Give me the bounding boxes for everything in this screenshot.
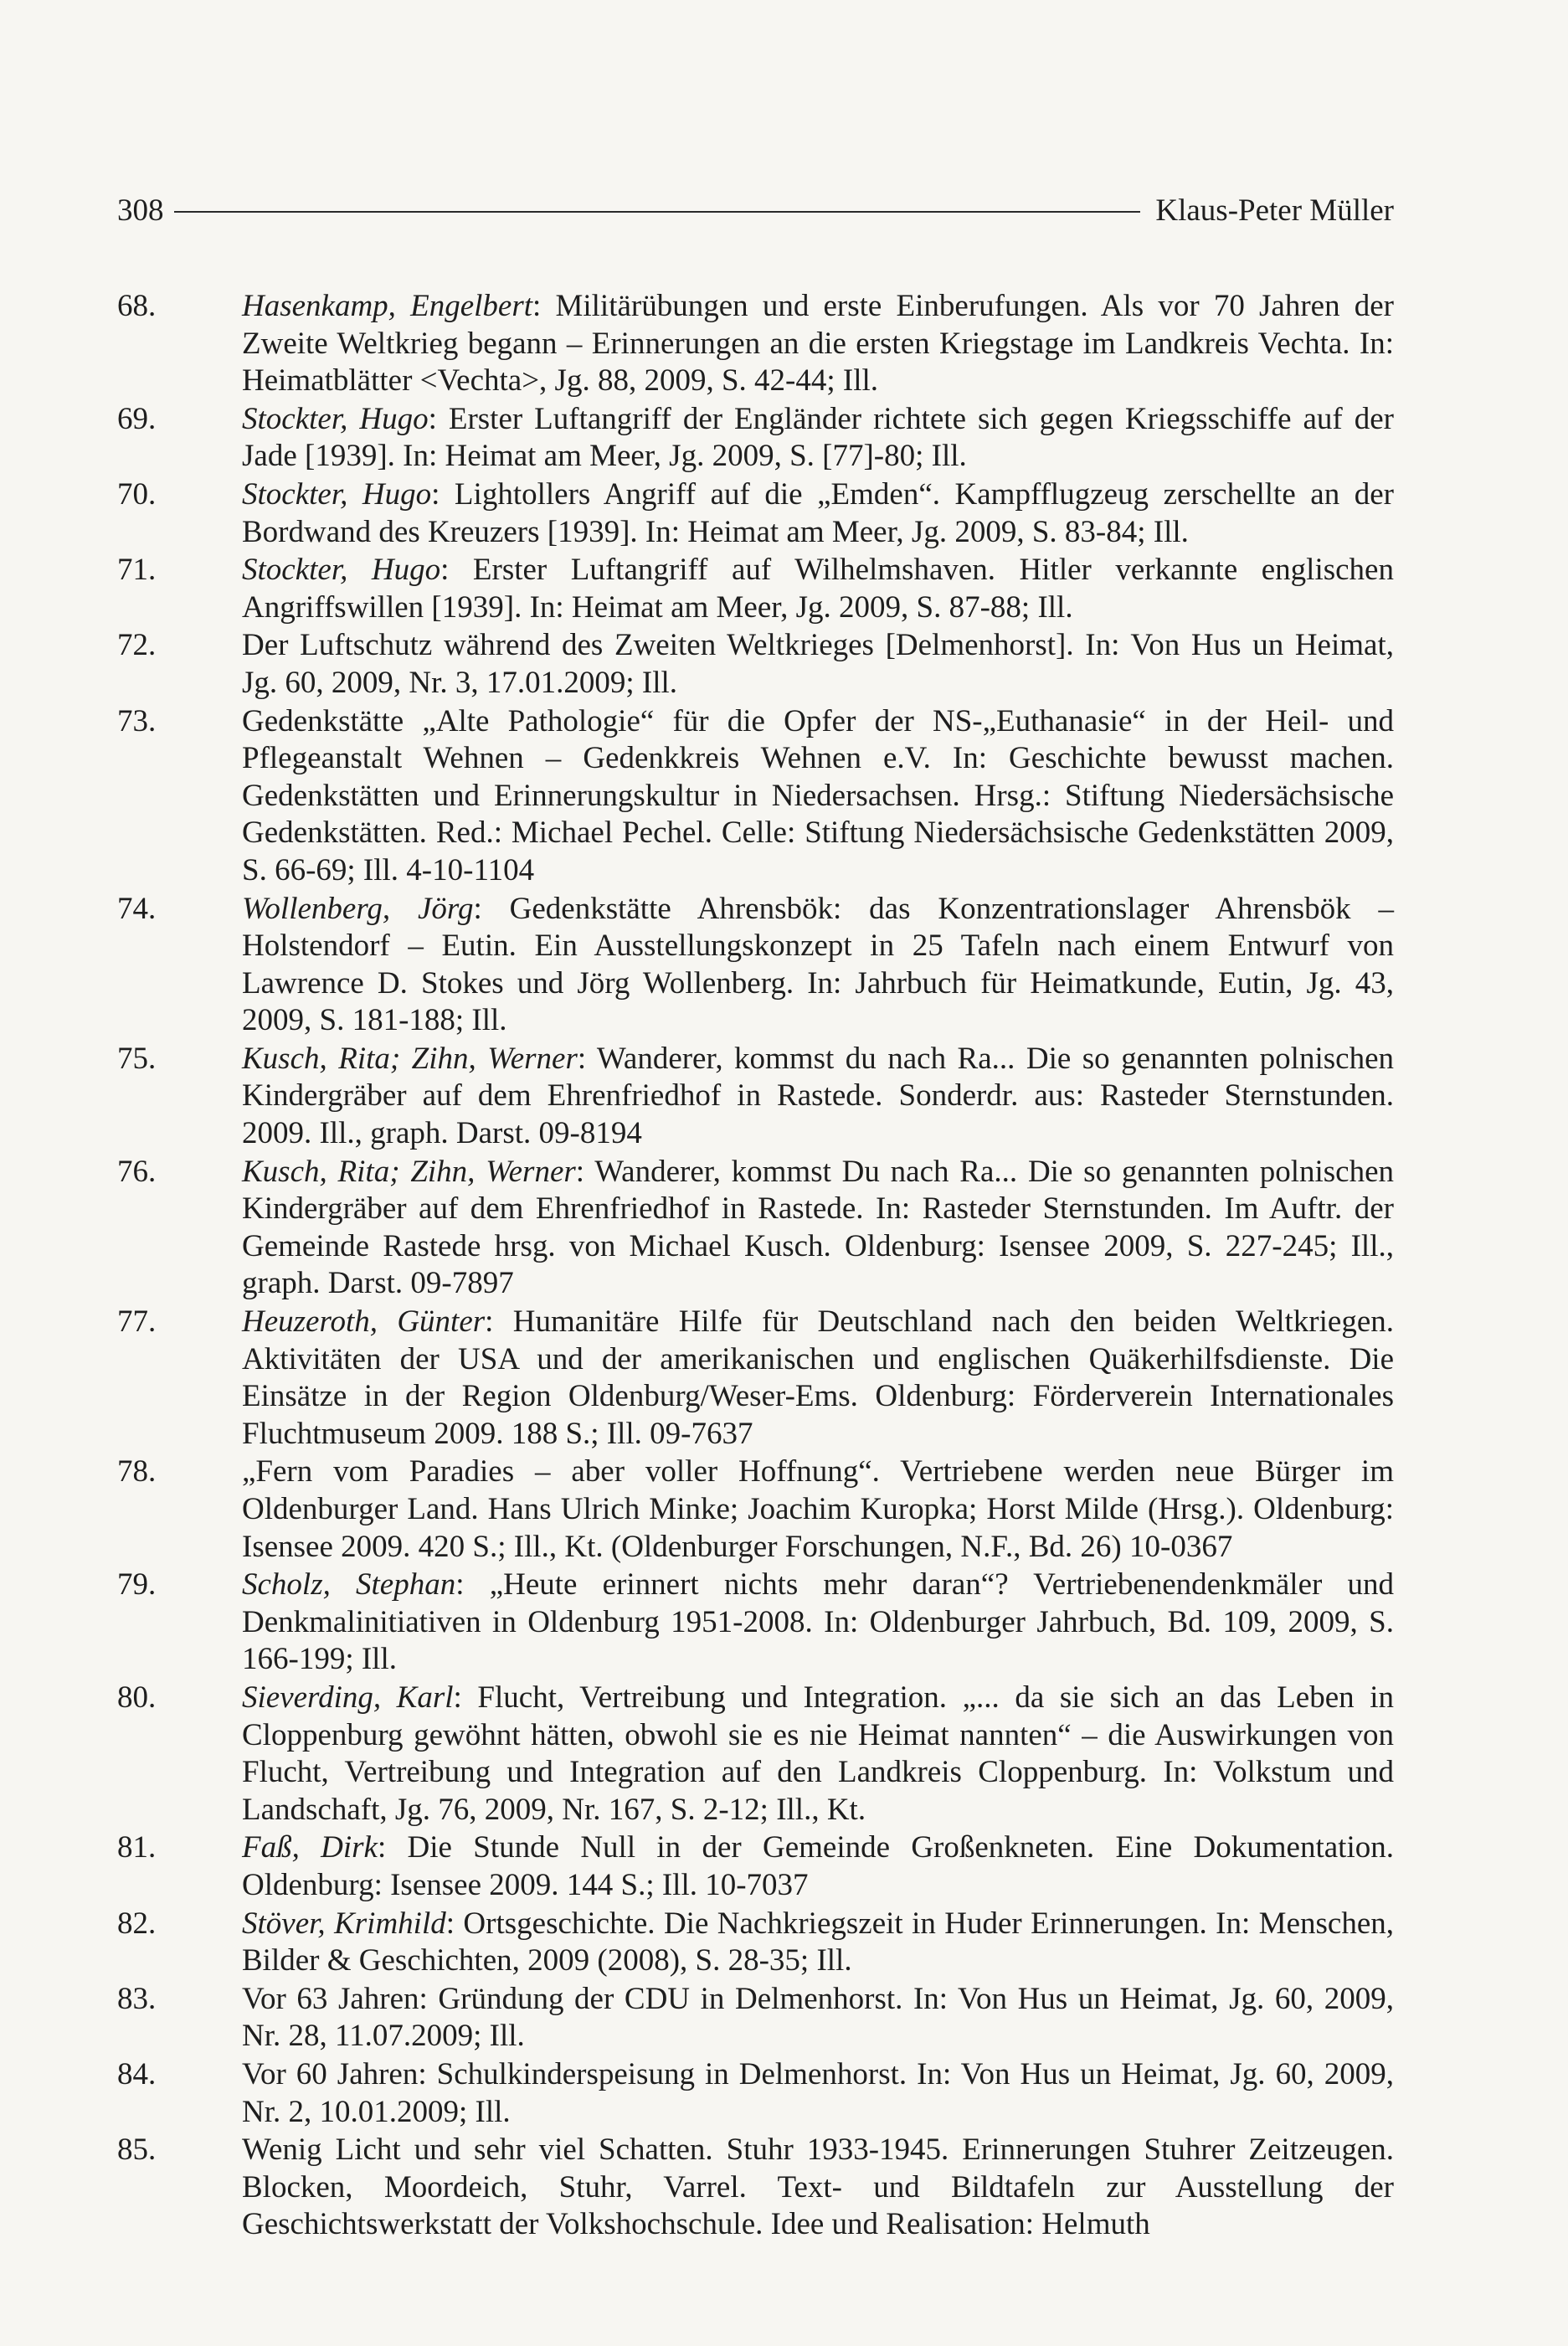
entry-citation xyxy=(242,2132,1394,2244)
entry-text: : Die Stunde Null in der Gemeinde Großenkneten. Eine Dokumentation. Oldenburg: Isensee 2009. 144 S.; Ill. 10-7037 xyxy=(242,1830,1394,1902)
entry-number: 81. xyxy=(117,1830,157,1865)
running-head-author: Klaus-Peter Müller xyxy=(1155,193,1394,228)
bibliography-entry xyxy=(117,703,1394,890)
entry-citation xyxy=(242,1567,1394,1679)
entry-number: 74. xyxy=(117,891,157,926)
entry-citation xyxy=(242,401,1394,476)
entry-citation xyxy=(242,1154,1394,1303)
entry-number: 68. xyxy=(117,289,157,323)
entry-citation xyxy=(242,1680,1394,1829)
entry-citation xyxy=(242,1829,1394,1904)
entry-number: 72. xyxy=(117,628,157,663)
entry-number: 77. xyxy=(117,1304,157,1340)
entry-citation xyxy=(242,1453,1394,1566)
entry-number: 82. xyxy=(117,1906,157,1941)
entry-number: 85. xyxy=(117,2132,157,2168)
entry-citation xyxy=(242,2056,1394,2131)
entry-citation xyxy=(242,1041,1394,1153)
bibliography-entry xyxy=(117,1154,1394,1303)
bibliography-entry xyxy=(117,1829,1394,1904)
entry-text: : Flucht, Vertreibung und Integration. „... da sie sich an das Leben in Cloppenburg gewöhnt hätten, obwohl sie es nie Heimat nannten“ – die Auswirkungen von Flucht, Vertreibung und Integration auf den Landkreis Cloppenburg. In: Volkstum und Landschaft, Jg. 76, 2009, Nr. 167, S. 2-12; Ill., Kt. xyxy=(242,1680,1394,1827)
entry-text: : Wanderer, kommst du nach Ra... Die so genannten polnischen Kindergräber auf dem Ehrenfriedhof in Rastede. Sonderdr. aus: Rasteder Sternstunden. 2009. Ill., graph. Darst. 09-8194 xyxy=(242,1041,1394,1151)
bibliography-entry xyxy=(117,401,1394,476)
entry-number: 75. xyxy=(117,1041,157,1076)
entry-citation xyxy=(242,552,1394,626)
running-header xyxy=(117,189,1394,231)
entry-text: : Lightollers Angriff auf die „Emden“. Kampfflugzeug zerschellte an der Bordwand des Kreuzers [1939]. In: Heimat am Meer, Jg. 2009, S. 83-84; Ill. xyxy=(242,476,1394,549)
entry-citation xyxy=(242,627,1394,702)
bibliography-entry xyxy=(117,2132,1394,2244)
entry-number: 83. xyxy=(117,1981,157,2016)
entry-number: 79. xyxy=(117,1567,157,1603)
bibliography-entry xyxy=(117,552,1394,626)
page-number: 308 xyxy=(117,193,164,228)
entry-author: Kusch, Rita; Zihn, Werner xyxy=(242,1154,576,1189)
entry-text: : Gedenkstätte Ahrensbök: das Konzentrationslager Ahrensbök – Holstendorf – Eutin. Ein Ausstellungskonzept in 25 Tafeln nach einem Entwurf von Lawrence D. Stokes und Jörg Wollenberg. In: Jahrbuch für Heimatkunde, Eutin, Jg. 43, 2009, S. 181-188; Ill. xyxy=(242,891,1394,1038)
entry-author: Hasenkamp, Engelbert xyxy=(242,289,533,323)
entry-text: : Ortsgeschichte. Die Nachkriegszeit in Huder Erinnerungen. In: Menschen, Bilder & Geschichten, 2009 (2008), S. 28-35; Ill. xyxy=(242,1906,1395,1978)
header-rule xyxy=(174,211,1141,213)
entry-text: Vor 63 Jahren: Gründung der CDU in Delmenhorst. In: Von Hus un Heimat, Jg. 60, 2009, Nr. 28, 11.07.2009; Ill. xyxy=(242,1981,1394,2054)
entry-author: Sieverding, Karl xyxy=(242,1680,454,1715)
entry-number: 70. xyxy=(117,476,157,512)
entry-text: : Militärübungen und erste Einberufungen. Als vor 70 Jahren der Zweite Weltkrieg begann – Erinnerungen an die ersten Kriegstage im Landkreis Vechta. In: Heimatblätter <Vechta>, Jg. 88, 2009, S. 42-44; Ill. xyxy=(242,289,1394,399)
entry-author: Faß, Dirk xyxy=(242,1830,378,1865)
entry-author: Heuzeroth, Günter xyxy=(242,1304,486,1340)
entry-citation xyxy=(242,703,1394,890)
entry-author: Stockter, Hugo xyxy=(242,401,429,436)
bibliography-entry xyxy=(117,288,1394,400)
entry-number: 73. xyxy=(117,703,157,738)
entry-author: Stöver, Krimhild xyxy=(242,1906,446,1941)
bibliography-entry xyxy=(117,1041,1394,1153)
entry-author: Kusch, Rita; Zihn, Werner xyxy=(242,1041,578,1076)
entry-number: 80. xyxy=(117,1680,157,1715)
bibliography-entry xyxy=(117,476,1394,551)
bibliography-entry xyxy=(117,1304,1394,1453)
entry-citation xyxy=(242,1906,1394,1980)
bibliography-entry xyxy=(117,1567,1394,1679)
entry-text: Der Luftschutz während des Zweiten Weltkrieges [Delmenhorst]. In: Von Hus un Heimat, Jg. 60, 2009, Nr. 3, 17.01.2009; Ill. xyxy=(242,628,1394,700)
entry-text: Wenig Licht und sehr viel Schatten. Stuhr 1933-1945. Erinnerungen Stuhrer Zeitzeugen. Blocken, Moordeich, Stuhr, Varrel. Text- und Bildtafeln zur Ausstellung der Geschichtswerkstatt der Volkshochschule. Idee und Realisation: Helmuth xyxy=(242,2132,1394,2242)
bibliography-entry xyxy=(117,1680,1394,1829)
entry-number: 69. xyxy=(117,401,157,436)
entry-citation xyxy=(242,476,1394,551)
bibliography-entry xyxy=(117,2056,1394,2131)
entry-citation xyxy=(242,1304,1394,1453)
bibliography-entry xyxy=(117,627,1394,702)
entry-text: : Erster Luftangriff auf Wilhelmshaven. Hitler verkannte englischen Angriffswillen [1939]. In: Heimat am Meer, Jg. 2009, S. 87-88; Ill. xyxy=(242,553,1394,625)
entry-citation xyxy=(242,891,1394,1040)
entry-number: 84. xyxy=(117,2056,157,2091)
entry-text: : Wanderer, kommst Du nach Ra... Die so genannten polnischen Kindergräber auf dem Ehrenfriedhof in Rastede. In: Rasteder Sternstunden. Im Auftr. der Gemeinde Rastede hrsg. von Michael Kusch. Oldenburg: Isensee 2009, S. 227-245; Ill., graph. Darst. 09-7897 xyxy=(242,1154,1394,1301)
entry-citation xyxy=(242,288,1394,400)
entry-citation xyxy=(242,1981,1394,2055)
entry-text: Gedenkstätte „Alte Pathologie“ für die Opfer der NS-„Euthanasie“ in der Heil- und Pflegeanstalt Wehnen – Gedenkkreis Wehnen e.V. In: Geschichte bewusst machen. Gedenkstätten und Erinnerungskultur in Niedersachsen. Hrsg.: Stiftung Niedersächsische Gedenkstätten. Red.: Michael Pechel. Celle: Stiftung Niedersächsische Gedenkstätten 2009, S. 66-69; Ill. 4-10-1104 xyxy=(242,703,1394,887)
entry-number: 76. xyxy=(117,1154,157,1189)
entry-text: : Erster Luftangriff der Engländer richtete sich gegen Kriegsschiffe auf der Jade [1939]. In: Heimat am Meer, Jg. 2009, S. [77]-80; Ill. xyxy=(242,401,1394,474)
bibliography-entry xyxy=(117,891,1394,1040)
entry-text: „Fern vom Paradies – aber voller Hoffnung“. Vertriebene werden neue Bürger im Oldenburger Land. Hans Ulrich Minke; Joachim Kuropka; Horst Milde (Hrsg.). Oldenburg: Isensee 2009. 420 S.; Ill., Kt. (Oldenburger Forschungen, N.F., Bd. 26) 10-0367 xyxy=(242,1454,1394,1564)
entry-number: 78. xyxy=(117,1454,157,1489)
bibliography-entry xyxy=(117,1906,1394,1980)
entry-text: : „Heute erinnert nichts mehr daran“? Vertriebenendenkmäler und Denkmalinitiativen in Oldenburg 1951-2008. In: Oldenburger Jahrbuch, Bd. 109, 2009, S. 166-199; Ill. xyxy=(242,1567,1394,1677)
bibliography-entry xyxy=(117,1453,1394,1566)
bibliography-list xyxy=(117,288,1394,2245)
entry-text: : Humanitäre Hilfe für Deutschland nach den beiden Weltkriegen. Aktivitäten der USA und der amerikanischen und englischen Quäkerhilfsdienste. Die Einsätze in der Region Oldenburg/Weser-Ems. Oldenburg: Förderverein Internationales Fluchtmuseum 2009. 188 S.; Ill. 09-7637 xyxy=(242,1304,1395,1451)
entry-author: Wollenberg, Jörg xyxy=(242,891,474,926)
entry-author: Scholz, Stephan xyxy=(242,1567,456,1603)
bibliography-entry xyxy=(117,1981,1394,2055)
entry-author: Stockter, Hugo xyxy=(242,476,432,512)
entry-text: Vor 60 Jahren: Schulkinderspeisung in Delmenhorst. In: Von Hus un Heimat, Jg. 60, 2009, Nr. 2, 10.01.2009; Ill. xyxy=(242,2056,1394,2129)
entry-number: 71. xyxy=(117,553,157,588)
entry-author: Stockter, Hugo xyxy=(242,553,441,588)
